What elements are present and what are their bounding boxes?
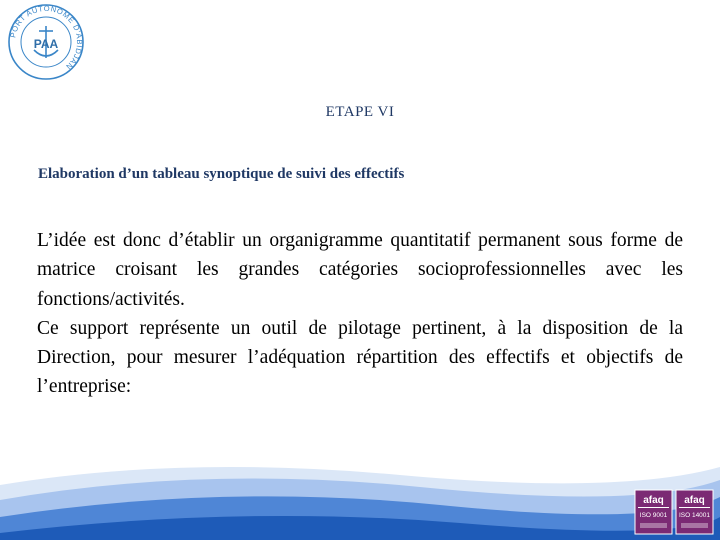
port-autonome-abidjan-logo [6,2,86,82]
badge-standard: ISO 9001 [639,512,668,519]
badge-standard: ISO 14001 [678,512,711,519]
certification-badges [634,489,714,535]
slide-subtitle: Elaboration d’un tableau synoptique de suivi des effectifs [38,166,405,182]
badge-brand: afaq [684,495,705,506]
logo-ring-text: PORT AUTONOME D'ABIDJAN [8,3,85,72]
body-paragraph: L’idée est donc d’établir un organigramme quantitatif permanent sous forme de matrice croisant les grandes catégories socioprofessionnelles avec les fonctions/activités. [37,230,683,310]
body-paragraph: Ce support représente un outil de pilotage pertinent, à la disposition de la Direction, pour mesurer l’adéquation répartition des effectifs et objectifs de l’entreprise: [37,317,683,398]
body-text [37,226,683,402]
slide-title: ETAPE VI [325,104,395,120]
afaq-iso14001-badge [676,490,713,534]
footer-wave [0,455,720,540]
badge-brand: afaq [643,495,664,506]
logo-monogram: PAA [33,37,59,51]
afaq-iso9001-badge [635,490,672,534]
